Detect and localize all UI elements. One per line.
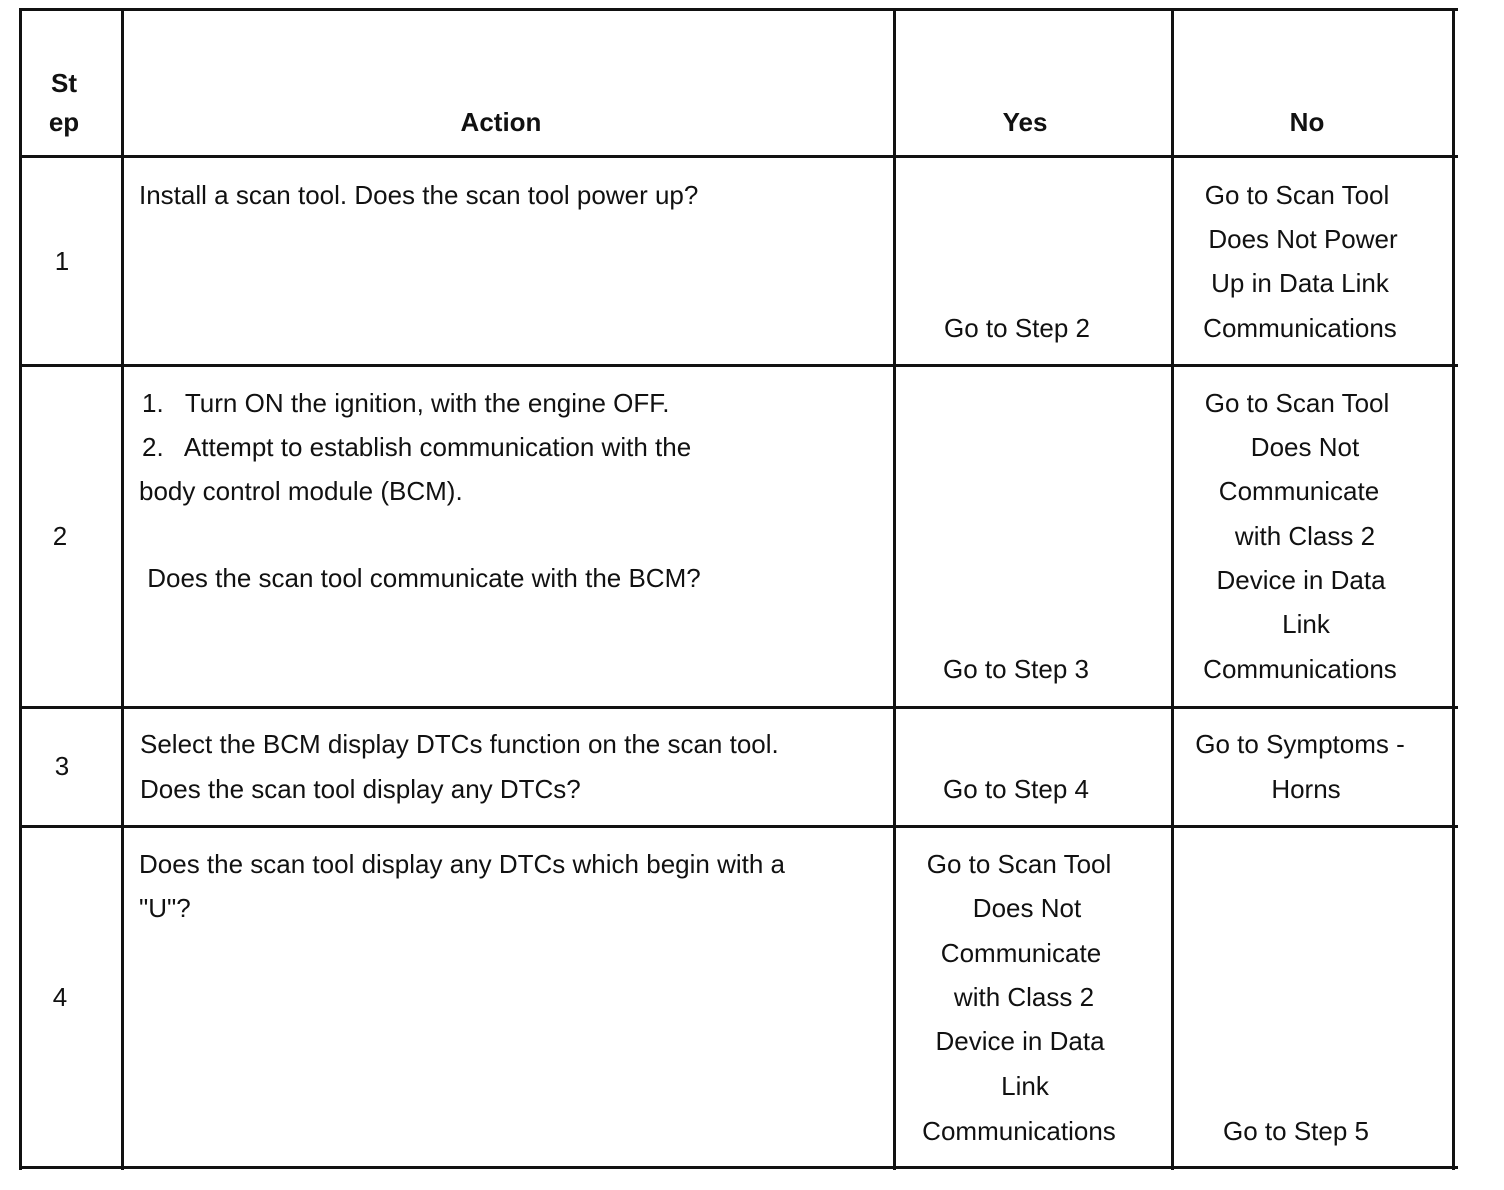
row-1-step: 1 [54, 246, 70, 276]
row-2-no-line: Communications [1203, 654, 1397, 684]
column-divider [893, 8, 896, 1170]
row-2-no-line: Device in Data [1216, 565, 1386, 595]
row-4-yes-line: with Class 2 [953, 982, 1095, 1012]
row-3-yes-line: Go to Step 4 [943, 774, 1089, 804]
row-1-no-line: Go to Scan Tool [1204, 180, 1390, 210]
row-4-yes-line: Go to Scan Tool [926, 849, 1112, 879]
row-4-yes-line: Link [1001, 1071, 1049, 1101]
row-divider [19, 364, 1458, 367]
row-4-yes-line: Communicate [940, 938, 1102, 968]
row-2-action-line: 2. Attempt to establish communication with the [142, 432, 692, 462]
row-2-action-line: body control module (BCM). [139, 476, 463, 506]
table-border-left [19, 8, 22, 1170]
header-yes: Yes [1002, 107, 1048, 137]
row-2-no-line: Link [1282, 609, 1330, 639]
row-4-no-line: Go to Step 5 [1223, 1116, 1369, 1146]
column-divider [1171, 8, 1174, 1170]
header-step-line: St [51, 68, 77, 98]
row-2-yes-line: Go to Step 3 [943, 654, 1089, 684]
row-1-no-line: Does Not Power [1208, 224, 1398, 254]
row-2-no-line: with Class 2 [1234, 521, 1376, 551]
row-3-no-line: Horns [1271, 774, 1341, 804]
column-divider [121, 8, 124, 1170]
row-2-step: 2 [52, 521, 68, 551]
row-1-no-line: Up in Data Link [1211, 268, 1389, 298]
header-divider [19, 155, 1458, 158]
header-step-line: ep [48, 107, 80, 137]
row-4-yes-line: Communications [922, 1116, 1116, 1146]
row-3-step: 3 [54, 751, 70, 781]
header-no: No [1289, 107, 1325, 137]
row-1-no-line: Communications [1203, 313, 1397, 343]
table-border-bottom [19, 1166, 1458, 1169]
header-action: Action [460, 107, 542, 137]
row-3-action-line: Does the scan tool display any DTCs? [140, 774, 581, 804]
table-border-top [19, 8, 1458, 11]
row-4-yes-line: Device in Data [935, 1026, 1105, 1056]
row-divider [19, 825, 1458, 828]
row-2-no-line: Communicate [1218, 476, 1380, 506]
row-2-no-line: Does Not [1250, 432, 1360, 462]
row-divider [19, 706, 1458, 709]
row-2-action-line: Does the scan tool communicate with the BCM? [140, 563, 701, 593]
row-3-no-line: Go to Symptoms - [1195, 729, 1405, 759]
row-2-no-line: Go to Scan Tool [1204, 388, 1390, 418]
table-border-right [1452, 8, 1455, 1170]
row-4-yes-line: Does Not [972, 893, 1082, 923]
row-2-action-line: 1. Turn ON the ignition, with the engine OFF. [142, 388, 670, 418]
row-4-action-line: Does the scan tool display any DTCs which begin with a [139, 849, 785, 879]
row-4-action-line: "U"? [139, 893, 191, 923]
row-3-action-line: Select the BCM display DTCs function on the scan tool. [140, 729, 779, 759]
row-1-action-line: Install a scan tool. Does the scan tool power up? [139, 180, 699, 210]
row-1-yes-line: Go to Step 2 [944, 313, 1090, 343]
row-4-step: 4 [52, 982, 68, 1012]
